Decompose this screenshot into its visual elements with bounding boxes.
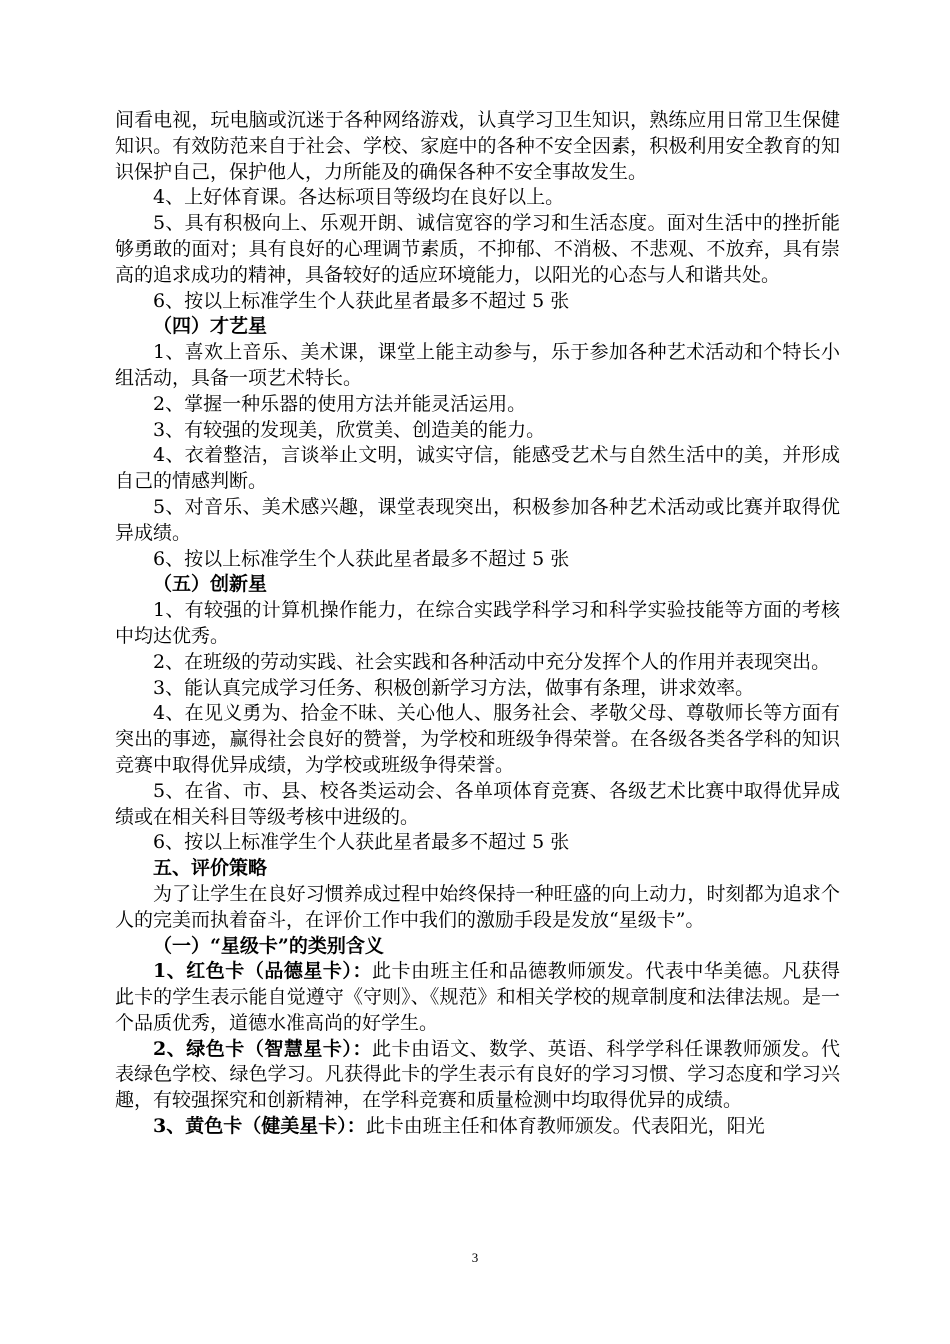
paragraph-text: 间看电视，玩电脑或沉迷于各种网络游戏，认真学习卫生知识，熟练应用日常卫生保健知识。有效防范来自于社会、学校、家庭中的各种不安全因素，积极利用安全教育的知识保护自己，保护他人，力所能及的确保各种不安全事故发生。 — [115, 109, 840, 183]
page-number: 3 — [471, 1250, 479, 1265]
heading-text: 五、评价策略 — [153, 857, 268, 880]
section-heading — [115, 314, 840, 340]
section-heading — [115, 934, 840, 960]
paragraph-text: 1、有较强的计算机操作能力，在综合实践学科学习和科学实验技能等方面的考核中均达优秀。 — [115, 599, 840, 647]
card-description: 此卡由班主任和体育教师颁发。代表阳光，阳光 — [365, 1115, 765, 1138]
card-description-paragraph — [115, 959, 840, 1036]
paragraph-text: 4、在见义勇为、拾金不昧、关心他人、服务社会、孝敬父母、尊敬师长等方面有突出的事迹，赢得社会良好的赞誉，为学校和班级争得荣誉。在各级各类各学科的知识竞赛中取得优异成绩，为学校或班级争得荣誉。 — [115, 702, 840, 776]
card-description: 此卡由班主任和品德教师颁发。代表中华美德。凡获得此卡的学生表示能自觉遵守《守则》、《规范》和相关学校的规章制度和法律法规。是一个品质优秀，道德水准高尚的好学生。 — [115, 960, 840, 1034]
section-heading — [115, 856, 840, 882]
body-paragraph — [115, 392, 840, 418]
body-paragraph — [115, 779, 840, 831]
paragraph-text: 5、具有积极向上、乐观开朗、诚信宽容的学习和生活态度。面对生活中的挫折能够勇敢的面对；具有良好的心理调节素质，不抑郁、不消极、不悲观、不放弃，具有崇高的追求成功的精神，具备较好的适应环境能力，以阳光的心态与人和谐共处。 — [115, 212, 840, 286]
heading-text: （四）才艺星 — [153, 315, 268, 338]
heading-text: （五）创新星 — [153, 573, 268, 596]
body-paragraph — [115, 289, 840, 315]
paragraph-text: 6、按以上标准学生个人获此星者最多不超过 5 张 — [153, 547, 570, 570]
card-description-paragraph — [115, 1037, 840, 1114]
body-paragraph — [115, 547, 840, 573]
section-heading — [115, 572, 840, 598]
paragraph-text: 为了让学生在良好习惯养成过程中始终保持一种旺盛的向上动力，时刻都为追求个人的完美而执着奋斗，在评价工作中我们的激励手段是发放“星级卡”。 — [115, 882, 840, 931]
body-paragraph — [115, 495, 840, 547]
body-paragraph — [115, 443, 840, 495]
body-paragraph — [115, 598, 840, 650]
card-description: 此卡由语文、数学、英语、科学学科任课教师颁发。代表绿色学校、绿色学习。凡获得此卡的学生表示有良好的学习习惯、学习态度和学习兴趣，有较强探究和创新精神，在学科竞赛和质量检测中均取得优异的成绩。 — [115, 1037, 840, 1112]
body-paragraph — [115, 650, 840, 676]
paragraph-text: 3、能认真完成学习任务、积极创新学习方法，做事有条理，讲求效率。 — [153, 676, 755, 699]
paragraph-text: 1、喜欢上音乐、美术课，课堂上能主动参与，乐于参加各种艺术活动和个特长小组活动，具备一项艺术特长。 — [115, 341, 840, 389]
paragraph-text: 6、按以上标准学生个人获此星者最多不超过 5 张 — [153, 831, 570, 854]
body-paragraph — [115, 882, 840, 934]
paragraph-text: 6、按以上标准学生个人获此星者最多不超过 5 张 — [153, 289, 570, 312]
paragraph-text: 3、有较强的发现美，欣赏美、创造美的能力。 — [153, 418, 546, 441]
body-paragraph — [115, 418, 840, 444]
body-paragraph — [115, 185, 840, 211]
card-description-paragraph — [115, 1114, 840, 1140]
card-title: 3、黄色卡（健美星卡）： — [153, 1115, 366, 1138]
document-body — [115, 108, 840, 1140]
body-paragraph — [115, 830, 840, 856]
body-paragraph — [115, 676, 840, 702]
body-paragraph — [115, 340, 840, 392]
body-paragraph — [115, 108, 840, 185]
heading-text: （一）“星级卡”的类别含义 — [153, 934, 384, 957]
body-paragraph — [115, 701, 840, 778]
paragraph-text: 4、衣着整洁，言谈举止文明，诚实守信，能感受艺术与自然生活中的美，并形成自己的情感判断。 — [115, 444, 840, 493]
card-title: 1、红色卡（品德星卡）： — [153, 960, 372, 983]
paragraph-text: 5、对音乐、美术感兴趣，课堂表现突出，积极参加各种艺术活动或比赛并取得优异成绩。 — [115, 495, 840, 544]
paragraph-text: 5、在省、市、县、校各类运动会、各单项体育竞赛、各级艺术比赛中取得优异成绩或在相关科目等级考核中进级的。 — [115, 779, 840, 828]
card-title: 2、绿色卡（智慧星卡）： — [153, 1037, 372, 1060]
body-paragraph — [115, 211, 840, 288]
paragraph-text: 2、掌握一种乐器的使用方法并能灵活运用。 — [153, 392, 527, 415]
paragraph-text: 2、在班级的劳动实践、社会实践和各种活动中充分发挥个人的作用并表现突出。 — [153, 650, 831, 673]
paragraph-text: 4、上好体育课。各达标项目等级均在良好以上。 — [153, 186, 565, 209]
